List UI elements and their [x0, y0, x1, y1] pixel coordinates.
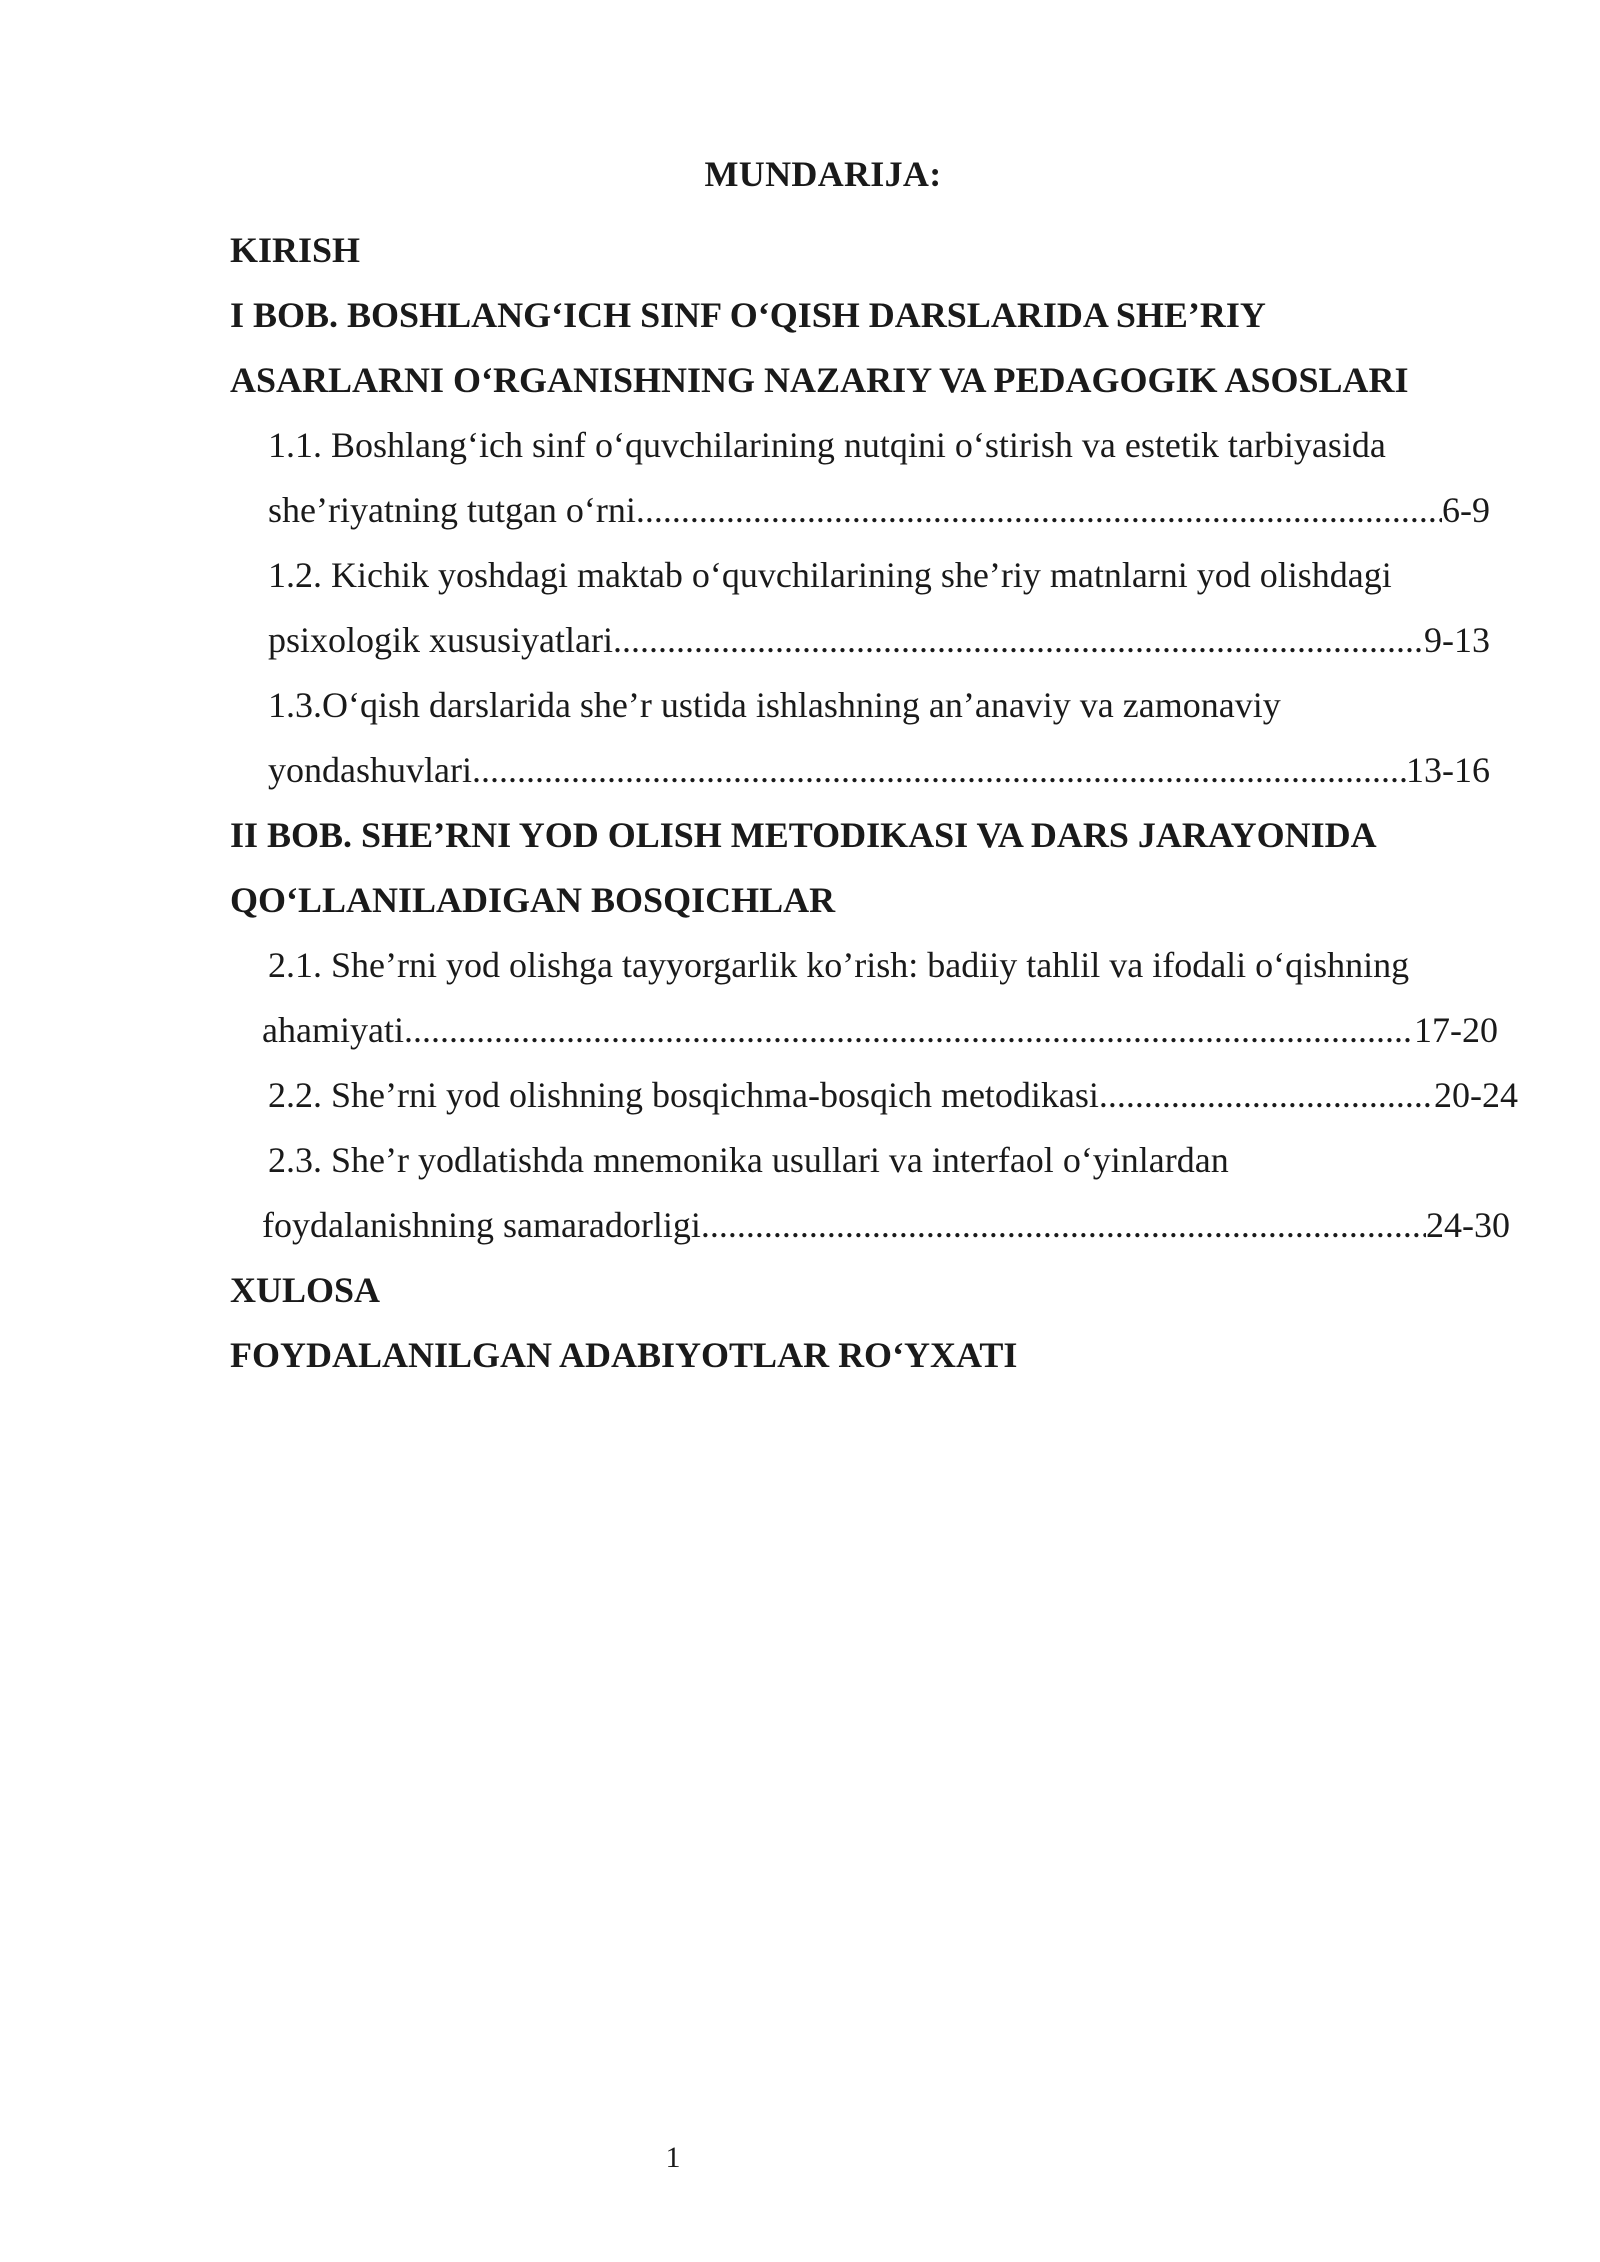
toc-section-2-3-pages: 24-30 [1426, 1205, 1510, 1245]
toc-chapter-1-line-1: I BOB. BOSHLANG‘ICH SINF O‘QISH DARSLARIDA SHE’RIY [230, 295, 1266, 335]
toc-section-2-1-pages: 17-20 [1414, 1010, 1498, 1050]
toc-entry-xulosa: XULOSA [230, 1270, 381, 1310]
toc-section-1-2-line-1: 1.2. Kichik yoshdagi maktab o‘quvchilarining she’riy matnlarni yod olishdagi [268, 555, 1392, 595]
toc-section-2-2-line-1 [230, 1063, 1518, 1128]
toc-section-1-2-text: psixologik xususiyatlari [268, 620, 613, 660]
toc-section-1-3-pages: 13-16 [1406, 750, 1490, 790]
dot-leader [636, 478, 1442, 543]
toc-section-2-3-text: foydalanishning samaradorligi [262, 1205, 701, 1245]
toc-entry-kirish: KIRISH [230, 230, 361, 270]
page-number: 1 [665, 2141, 681, 2174]
toc-section-1-3-line-1: 1.3.O‘qish darslarida she’r ustida ishlashning an’anaviy va zamonaviy [268, 685, 1281, 725]
dot-leader [472, 738, 1406, 803]
toc-section-1-1-pages: 6-9 [1442, 490, 1490, 530]
toc-section-1-1-line-2 [230, 478, 1490, 543]
dot-leader [613, 608, 1424, 673]
toc-section-1-1-line-1: 1.1. Boshlang‘ich sinf o‘quvchilarining nutqini o‘stirish va estetik tarbiyasida [268, 425, 1386, 465]
toc-section-2-2-pages: 20-24 [1434, 1075, 1518, 1115]
toc-section-2-3-line-2 [230, 1193, 1510, 1258]
dot-leader [701, 1193, 1426, 1258]
toc-section-2-1-line-2 [230, 998, 1498, 1063]
toc-section-2-2-text: 2.2. She’rni yod olishning bosqichma-bosqich metodikasi [268, 1075, 1099, 1115]
dot-leader [404, 998, 1414, 1063]
toc-section-2-1-line-1: 2.1. She’rni yod olishga tayyorgarlik ko’rish: badiiy tahlil va ifodali o‘qishning [268, 945, 1410, 985]
toc-section-2-1-text: ahamiyati [262, 1010, 404, 1050]
toc-section-1-1-text: she’riyatning tutgan o‘rni [268, 490, 636, 530]
dot-leader [1099, 1063, 1434, 1128]
toc-title: MUNDARIJA: [704, 154, 942, 194]
toc-chapter-2-line-1: II BOB. SHE’RNI YOD OLISH METODIKASI VA DARS JARAYONIDA [230, 815, 1377, 855]
toc-entry-adabiyotlar: FOYDALANILGAN ADABIYOTLAR RO‘YXATI [230, 1335, 1018, 1375]
toc-chapter-2-line-2: QO‘LLANILADIGAN BOSQICHLAR [230, 880, 836, 920]
toc-section-1-3-text: yondashuvlari [268, 750, 472, 790]
table-of-contents [230, 218, 1518, 1388]
toc-chapter-1-line-2: ASARLARNI O‘RGANISHNING NAZARIY VA PEDAGOGIK ASOSLARI [230, 360, 1409, 400]
toc-section-1-2-pages: 9-13 [1424, 620, 1490, 660]
toc-section-2-3-line-1: 2.3. She’r yodlatishda mnemonika usullari va interfaol o‘yinlardan [268, 1140, 1229, 1180]
toc-section-1-3-line-2 [230, 738, 1490, 803]
toc-section-1-2-line-2 [230, 608, 1490, 673]
